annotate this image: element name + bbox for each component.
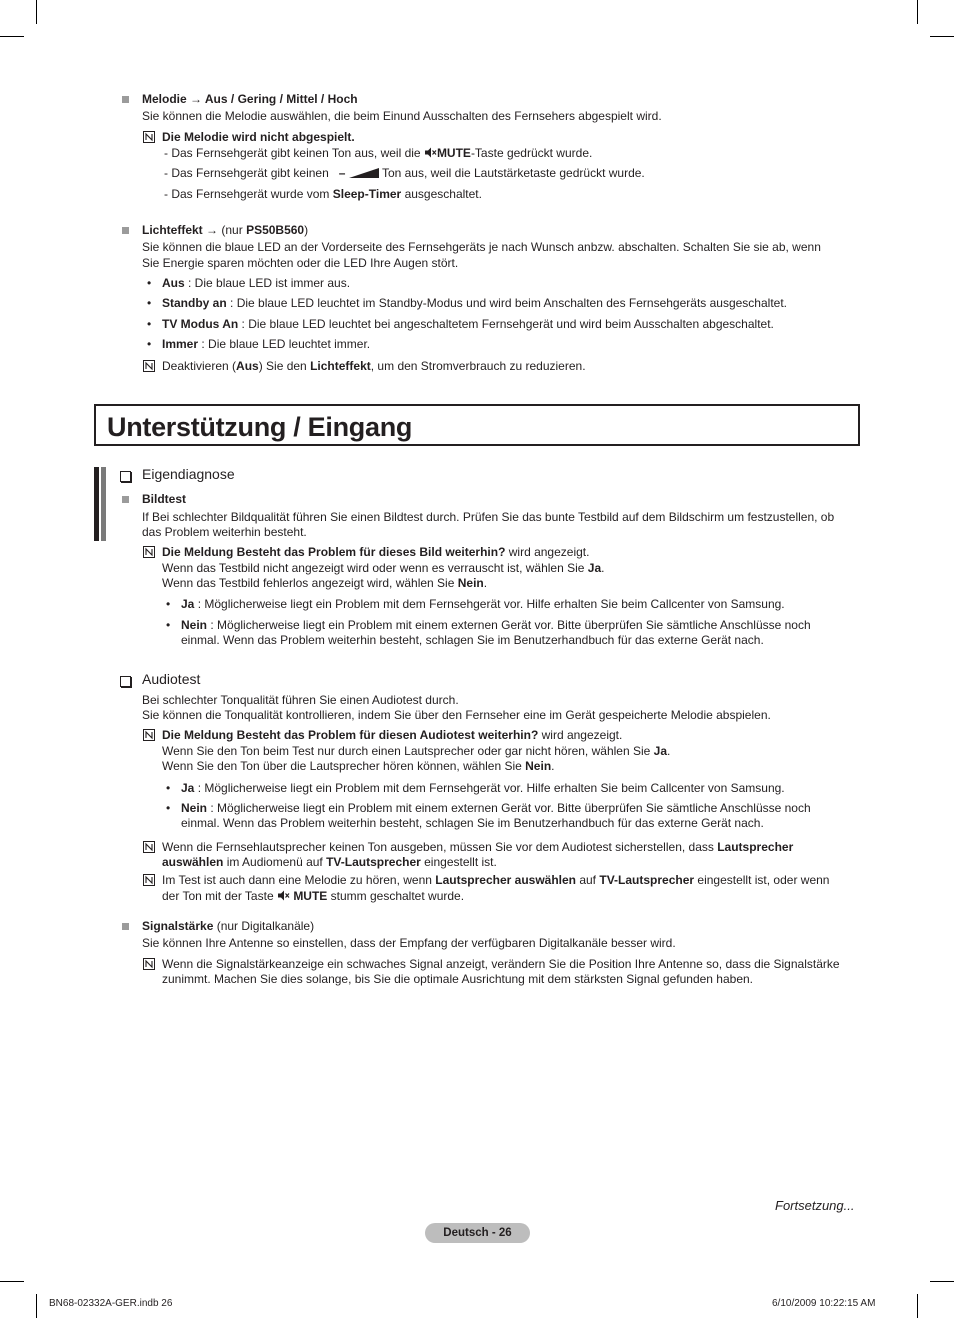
bullet-dot: • [166,618,171,632]
print-date: 6/10/2009 10:22:15 AM [772,1298,876,1309]
signal-title: Signalstärke (nur Digitalkanäle) [142,919,315,933]
melodie-title: Melodie → Aus / Gering / Mittel / Hoch [142,92,358,106]
bildtest-note-1: Die Meldung Besteht das Problem für dieses Bild weiterhin? wird angezeigt. [162,545,590,559]
audiotest-option: Ja : Möglicherweise liegt ein Problem mit dem Fernsehgerät vor. Hilfe erhalten Sie beim Callcenter von Samsung. [181,781,785,795]
crop-mark [36,0,37,24]
mute-icon [424,147,437,158]
lichteffekt-option: Immer : Die blaue LED leuchtet immer. [162,337,371,351]
file-info: BN68-02332A-GER.indb 26 [49,1298,173,1309]
signal-desc: Sie können Ihre Antenne so einstellen, dass der Empfang der verfügbaren Digitalkanäle besser wird. [142,936,676,950]
audiotest-heading: Audiotest [142,671,201,687]
note-icon [143,841,155,853]
audiotest-memo-1: Wenn die Fernsehlautsprecher keinen Ton ausgeben, müssen Sie vor dem Audiotest sicherstellen, dass Lautsprecher [162,840,794,854]
eigendiagnose-heading: Eigendiagnose [142,466,235,482]
continue-label: Fortsetzung... [775,1198,855,1213]
melodie-note-title: Die Melodie wird nicht abgespielt. [162,130,355,144]
bildtest-option: Ja : Möglicherweise liegt ein Problem mit dem Fernsehgerät vor. Hilfe erhalten Sie beim Callcenter von Samsung. [181,597,785,611]
square-bullet-icon [122,496,129,503]
note-icon [143,729,155,741]
signal-note-2: zunimmt. Machen Sie dies solange, bis Sie die optimale Ausrichtung mit dem stärksten Signal gefunden haben. [162,972,753,986]
signal-note-1: Wenn die Signalstärkeanzeige ein schwaches Signal anzeigt, verändern Sie die Position Ihre Antenne so, dass die Signalstärke [162,957,840,971]
audiotest-note-3: Wenn Sie den Ton über die Lautsprecher hören können, wählen Sie Nein. [162,759,555,773]
note-icon [143,958,155,970]
square-bullet-icon [122,227,129,234]
crop-mark [36,1294,37,1318]
note-icon [143,131,155,143]
audiotest-note-1: Die Meldung Besteht das Problem für diesen Audiotest weiterhin? wird angezeigt. [162,728,623,742]
checkbox-bullet-icon [120,471,131,482]
audiotest-memo-2-cont: der Ton mit der Taste MUTE stumm geschaltet wurde. [162,889,465,903]
bildtest-option-cont: einmal. Wenn das Problem weiterhin besteht, schlagen Sie im Benutzerhandbuch für das externe Gerät nach. [181,633,764,647]
melodie-line-1: - Das Fernsehgerät gibt keinen Ton aus, weil die MUTE-Taste gedrückt wurde. [164,146,593,160]
section-title: Unterstützung / Eingang [107,412,413,442]
crop-mark [930,36,954,37]
lichteffekt-option: TV Modus An : Die blaue LED leuchtet bei angeschaltetem Fernsehgerät und wird beim Ausschalten abgeschaltet. [162,317,774,331]
crop-mark [0,36,24,37]
bullet-dot: • [147,337,152,351]
side-bar-decoration [101,467,106,541]
lichteffekt-desc-2: Sie Energie sparen möchten oder die LED Ihre Augen stört. [142,256,459,270]
lichteffekt-title: Lichteffekt → (nur PS50B560) [142,223,309,237]
audiotest-option: Nein : Möglicherweise liegt ein Problem mit einem externen Gerät vor. Bitte überprüfen Sie sämtliche Anschlüsse noch [181,801,811,815]
square-bullet-icon [122,96,129,103]
bildtest-note-2: Wenn das Testbild nicht angezeigt wird oder wenn es verrauscht ist, wählen Sie Ja. [162,561,605,575]
lichteffekt-option: Aus : Die blaue LED ist immer aus. [162,276,351,290]
bildtest-title: Bildtest [142,492,187,506]
melodie-line-3: - Das Fernsehgerät wurde vom Sleep-Timer ausgeschaltet. [164,187,482,201]
bildtest-note-3: Wenn das Testbild fehlerlos angezeigt wird, wählen Sie Nein. [162,576,488,590]
bullet-dot: • [166,781,171,795]
mute-icon [277,890,290,901]
bullet-dot: • [147,276,152,290]
crop-mark [917,1294,918,1318]
lichteffekt-option: Standby an : Die blaue LED leuchtet im Standby-Modus und wird beim Anschalten des Fernsehgeräts ausgeschaltet. [162,296,787,310]
lichteffekt-note: Deaktivieren (Aus) Sie den Lichteffekt, um den Stromverbrauch zu reduzieren. [162,359,586,373]
audiotest-note-2: Wenn Sie den Ton beim Test nur durch einen Lautsprecher oder gar nicht hören, wählen Sie Ja. [162,744,671,758]
audiotest-memo-1-cont: auswählen im Audiomenü auf TV-Lautsprecher eingestellt ist. [162,855,497,869]
melodie-line-2: - Das Fernsehgerät gibt keinen – Ton aus, weil die Lautstärketaste gedrückt wurde. [164,166,645,180]
bullet-dot: • [147,317,152,331]
note-icon [143,360,155,372]
page-number-badge: Deutsch - 26 [425,1223,530,1243]
bildtest-desc-2: das Problem weiterhin besteht. [142,525,307,539]
bildtest-desc-1: If Bei schlechter Bildqualität führen Sie einen Bildtest durch. Prüfen Sie das bunte Testbild auf dem Bildschirm um festzustellen, ob [142,510,835,524]
melodie-desc: Sie können die Melodie auswählen, die beim Einund Ausschalten des Fernsehers abgespielt wird. [142,109,662,123]
bullet-dot: • [166,597,171,611]
audiotest-desc-1: Bei schlechter Tonqualität führen Sie einen Audiotest durch. [142,693,459,707]
crop-mark [0,1281,24,1282]
square-bullet-icon [122,923,129,930]
bullet-dot: • [166,801,171,815]
note-icon [143,546,155,558]
crop-mark [917,0,918,24]
section-header [94,404,860,446]
checkbox-bullet-icon [120,676,131,687]
lichteffekt-desc-1: Sie können die blaue LED an der Vorderseite des Fernsehgeräts je nach Wunsch anbzw. abschalten. Schalten Sie sie ab, wenn [142,240,821,254]
bildtest-option: Nein : Möglicherweise liegt ein Problem mit einem externen Gerät vor. Bitte überprüfen Sie sämtliche Anschlüsse noch [181,618,811,632]
bullet-dot: • [147,296,152,310]
volume-ramp-icon [349,168,379,178]
audiotest-memo-2: Im Test ist auch dann eine Melodie zu hören, wenn Lautsprecher auswählen auf TV-Lautsprecher eingestellt ist, oder wenn [162,873,830,887]
note-icon [143,874,155,886]
crop-mark [930,1281,954,1282]
side-bar-decoration [94,467,99,541]
audiotest-option-cont: einmal. Wenn das Problem weiterhin besteht, schlagen Sie im Benutzerhandbuch für das externe Gerät nach. [181,816,764,830]
audiotest-desc-2: Sie können die Tonqualität kontrollieren, indem Sie über den Fernseher eine im Gerät gespeicherte Melodie abspielen. [142,708,771,722]
